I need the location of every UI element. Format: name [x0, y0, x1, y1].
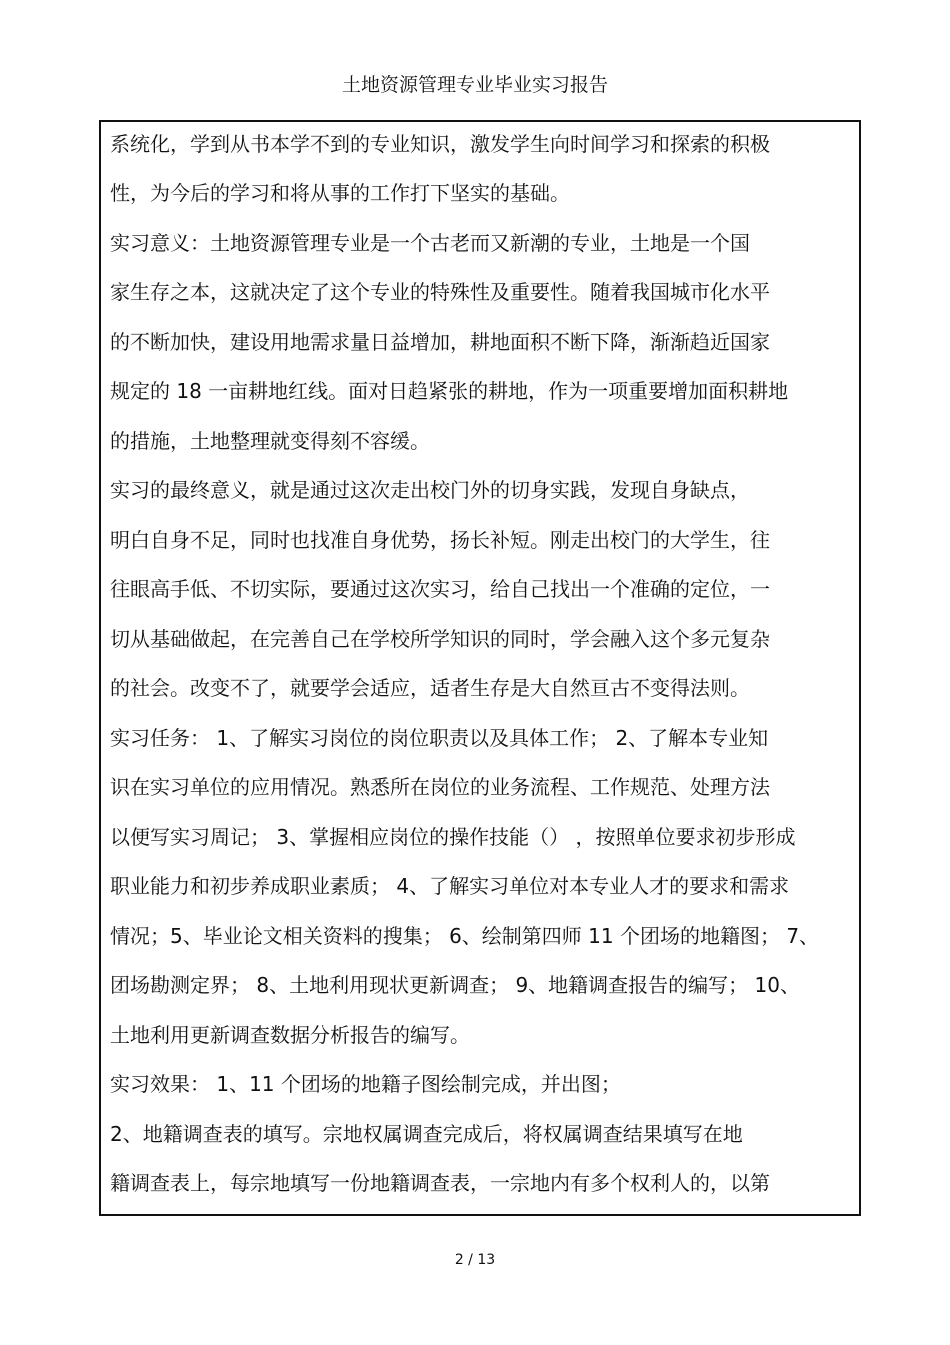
text-line: 往眼高手低、不切实际，要通过这次实习，给自己找出一个准确的定位，一 [110, 577, 770, 601]
text-line: 系统化，学到从书本学不到的专业知识，激发学生向时间学习和探索的积极 [110, 132, 770, 156]
text-line: 以便写实习周记； 3、掌握相应岗位的操作技能（） ，按照单位要求初步形成 [110, 825, 796, 849]
report-content-box [99, 120, 861, 1216]
text-line: 性，为今后的学习和将从事的工作打下坚实的基础。 [110, 181, 570, 205]
text-line: 家生存之本，这就决定了这个专业的特殊性及重要性。随着我国城市化水平 [110, 280, 770, 304]
text-line: 的措施，土地整理就变得刻不容缓。 [110, 429, 430, 453]
text-line: 土地利用更新调查数据分析报告的编写。 [110, 1023, 470, 1047]
text-line: 籍调查表上，每宗地填写一份地籍调查表，一宗地内有多个权利人的，以第 [110, 1171, 770, 1195]
text-line: 明白自身不足，同时也找准自身优势，扬长补短。刚走出校门的大学生，往 [110, 528, 770, 552]
text-line: 识在实习单位的应用情况。熟悉所在岗位的业务流程、工作规范、处理方法 [110, 775, 770, 799]
text-line: 规定的 18 一亩耕地红线。面对日趋紧张的耕地，作为一项重要增加面积耕地 [110, 379, 789, 403]
text-line: 实习意义：土地资源管理专业是一个古老而又新潮的专业，土地是一个国 [110, 231, 750, 255]
text-line: 切从基础做起，在完善自己在学校所学知识的同时，学会融入这个多元复杂 [110, 627, 770, 651]
text-line: 情况；5、毕业论文相关资料的搜集； 6、绘制第四师 11 个团场的地籍图； 7、 [110, 924, 820, 948]
text-line: 的社会。改变不了，就要学会适应，适者生存是大自然亘古不变得法则。 [110, 676, 750, 700]
page-number: 2 / 13 [454, 1252, 496, 1268]
text-line: 的不断加快，建设用地需求量日益增加，耕地面积不断下降，渐渐趋近国家 [110, 330, 770, 354]
text-line: 团场勘测定界； 8、土地利用现状更新调查； 9、地籍调查报告的编写； 10、 [110, 973, 800, 997]
text-line: 实习的最终意义，就是通过这次走出校门外的切身实践，发现自身缺点， [110, 478, 750, 502]
text-line: 2、地籍调查表的填写。宗地权属调查完成后，将权属调查结果填写在地 [110, 1122, 743, 1146]
text-line: 实习任务： 1、了解实习岗位的岗位职责以及具体工作； 2、了解本专业知 [110, 726, 769, 750]
text-line: 实习效果： 1、11 个团场的地籍子图绘制完成，并出图； [110, 1072, 621, 1096]
text-line: 职业能力和初步养成职业素质； 4、了解实习单位对本专业人才的要求和需求 [110, 874, 790, 898]
page-title: 土地资源管理专业毕业实习报告 [341, 74, 608, 96]
